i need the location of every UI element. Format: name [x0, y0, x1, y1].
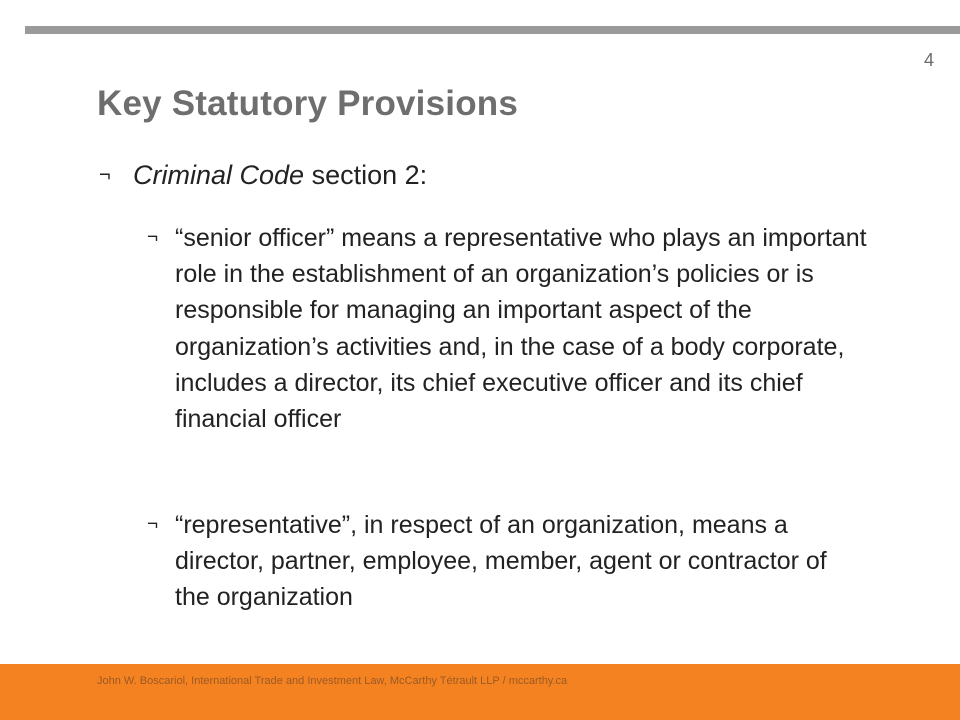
- definition-text: “senior officer” means a representative who plays an important role in the establishment of an organization’s policies or is responsible for managing an important aspect of the organization’s activities and, in the case of a body corporate, includes a director, its chief executive officer and its chief financial officer: [175, 224, 867, 434]
- definition-senior-officer: [147, 220, 867, 437]
- bullet-criminal-code: [99, 156, 899, 194]
- sub-bullet-marker: ¬: [147, 514, 159, 535]
- bullet-rest-text: section 2:: [304, 160, 428, 190]
- definition-representative: [147, 507, 867, 616]
- sub-bullet-marker: ¬: [147, 227, 159, 248]
- slide-title: Key Statutory Provisions: [97, 84, 519, 123]
- bullet-text: [133, 156, 899, 194]
- footer-text: John W. Boscariol, International Trade and Investment Law, McCarthy Tétrault LLP / mccarthy.ca: [97, 675, 568, 687]
- footer-bar: [0, 664, 960, 720]
- top-rule: [25, 26, 960, 34]
- bullet-italic-text: Criminal Code: [133, 160, 305, 190]
- bullet-marker: ¬: [99, 164, 111, 186]
- page-number: 4: [923, 50, 934, 70]
- definition-text: “representative”, in respect of an organization, means a director, partner, employee, member, agent or contractor of the organization: [175, 511, 827, 612]
